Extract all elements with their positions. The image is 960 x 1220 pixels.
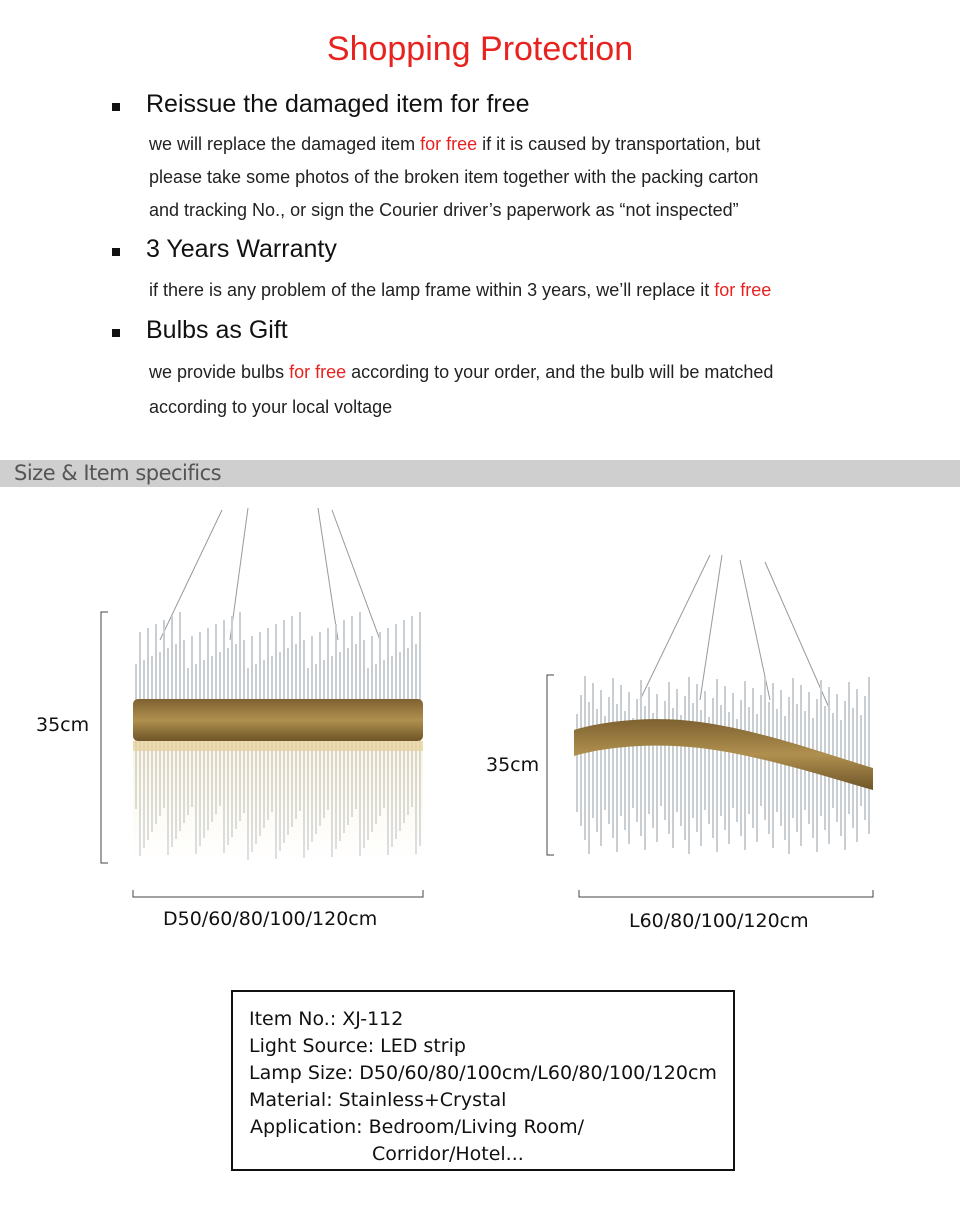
section-heading-reissue: Reissue the damaged item for free — [146, 90, 530, 118]
reissue-line-3: and tracking No., or sign the Courier driver’s paperwork as “not inspected” — [149, 200, 739, 220]
round-chandelier-image — [133, 508, 423, 860]
spec-lamp-size: Lamp Size: D50/60/80/100cm/L60/80/100/120cm — [249, 1062, 717, 1084]
spec-item-no: Item No.: XJ-112 — [249, 1008, 404, 1030]
reissue-line-1: we will replace the damaged item for free if it is caused by transportation, but — [149, 134, 761, 154]
oval-width-label: L60/80/100/120cm — [629, 910, 809, 932]
bulbs-line-1: we provide bulbs for free according to your order, and the bulb will be matched — [149, 362, 774, 382]
reissue-line-2: please take some photos of the broken item together with the packing carton — [149, 167, 759, 187]
spec-material: Material: Stainless+Crystal — [249, 1089, 507, 1111]
for-free-highlight: for free — [289, 362, 347, 382]
for-free-highlight: for free — [420, 134, 478, 154]
banner-label: Size & Item specifics — [14, 461, 222, 485]
section-heading-warranty: 3 Years Warranty — [146, 235, 337, 263]
spec-light-source: Light Source: LED strip — [249, 1035, 466, 1057]
spec-application: Application: Bedroom/Living Room/ — [250, 1116, 584, 1138]
round-height-label: 35cm — [36, 714, 90, 736]
for-free-highlight: for free — [714, 280, 772, 300]
item-specs-box — [231, 990, 735, 1171]
bulbs-line-2: according to your local voltage — [149, 397, 393, 417]
oval-height-label: 35cm — [486, 754, 540, 776]
round-width-label: D50/60/80/100/120cm — [163, 908, 378, 930]
warranty-line-1: if there is any problem of the lamp frame within 3 years, we’ll replace it for free — [149, 280, 772, 300]
spec-application-cont: Corridor/Hotel... — [372, 1143, 524, 1165]
section-heading-bulbs: Bulbs as Gift — [146, 316, 288, 344]
oval-chandelier-image — [574, 555, 873, 854]
page-title: Shopping Protection — [326, 30, 634, 68]
